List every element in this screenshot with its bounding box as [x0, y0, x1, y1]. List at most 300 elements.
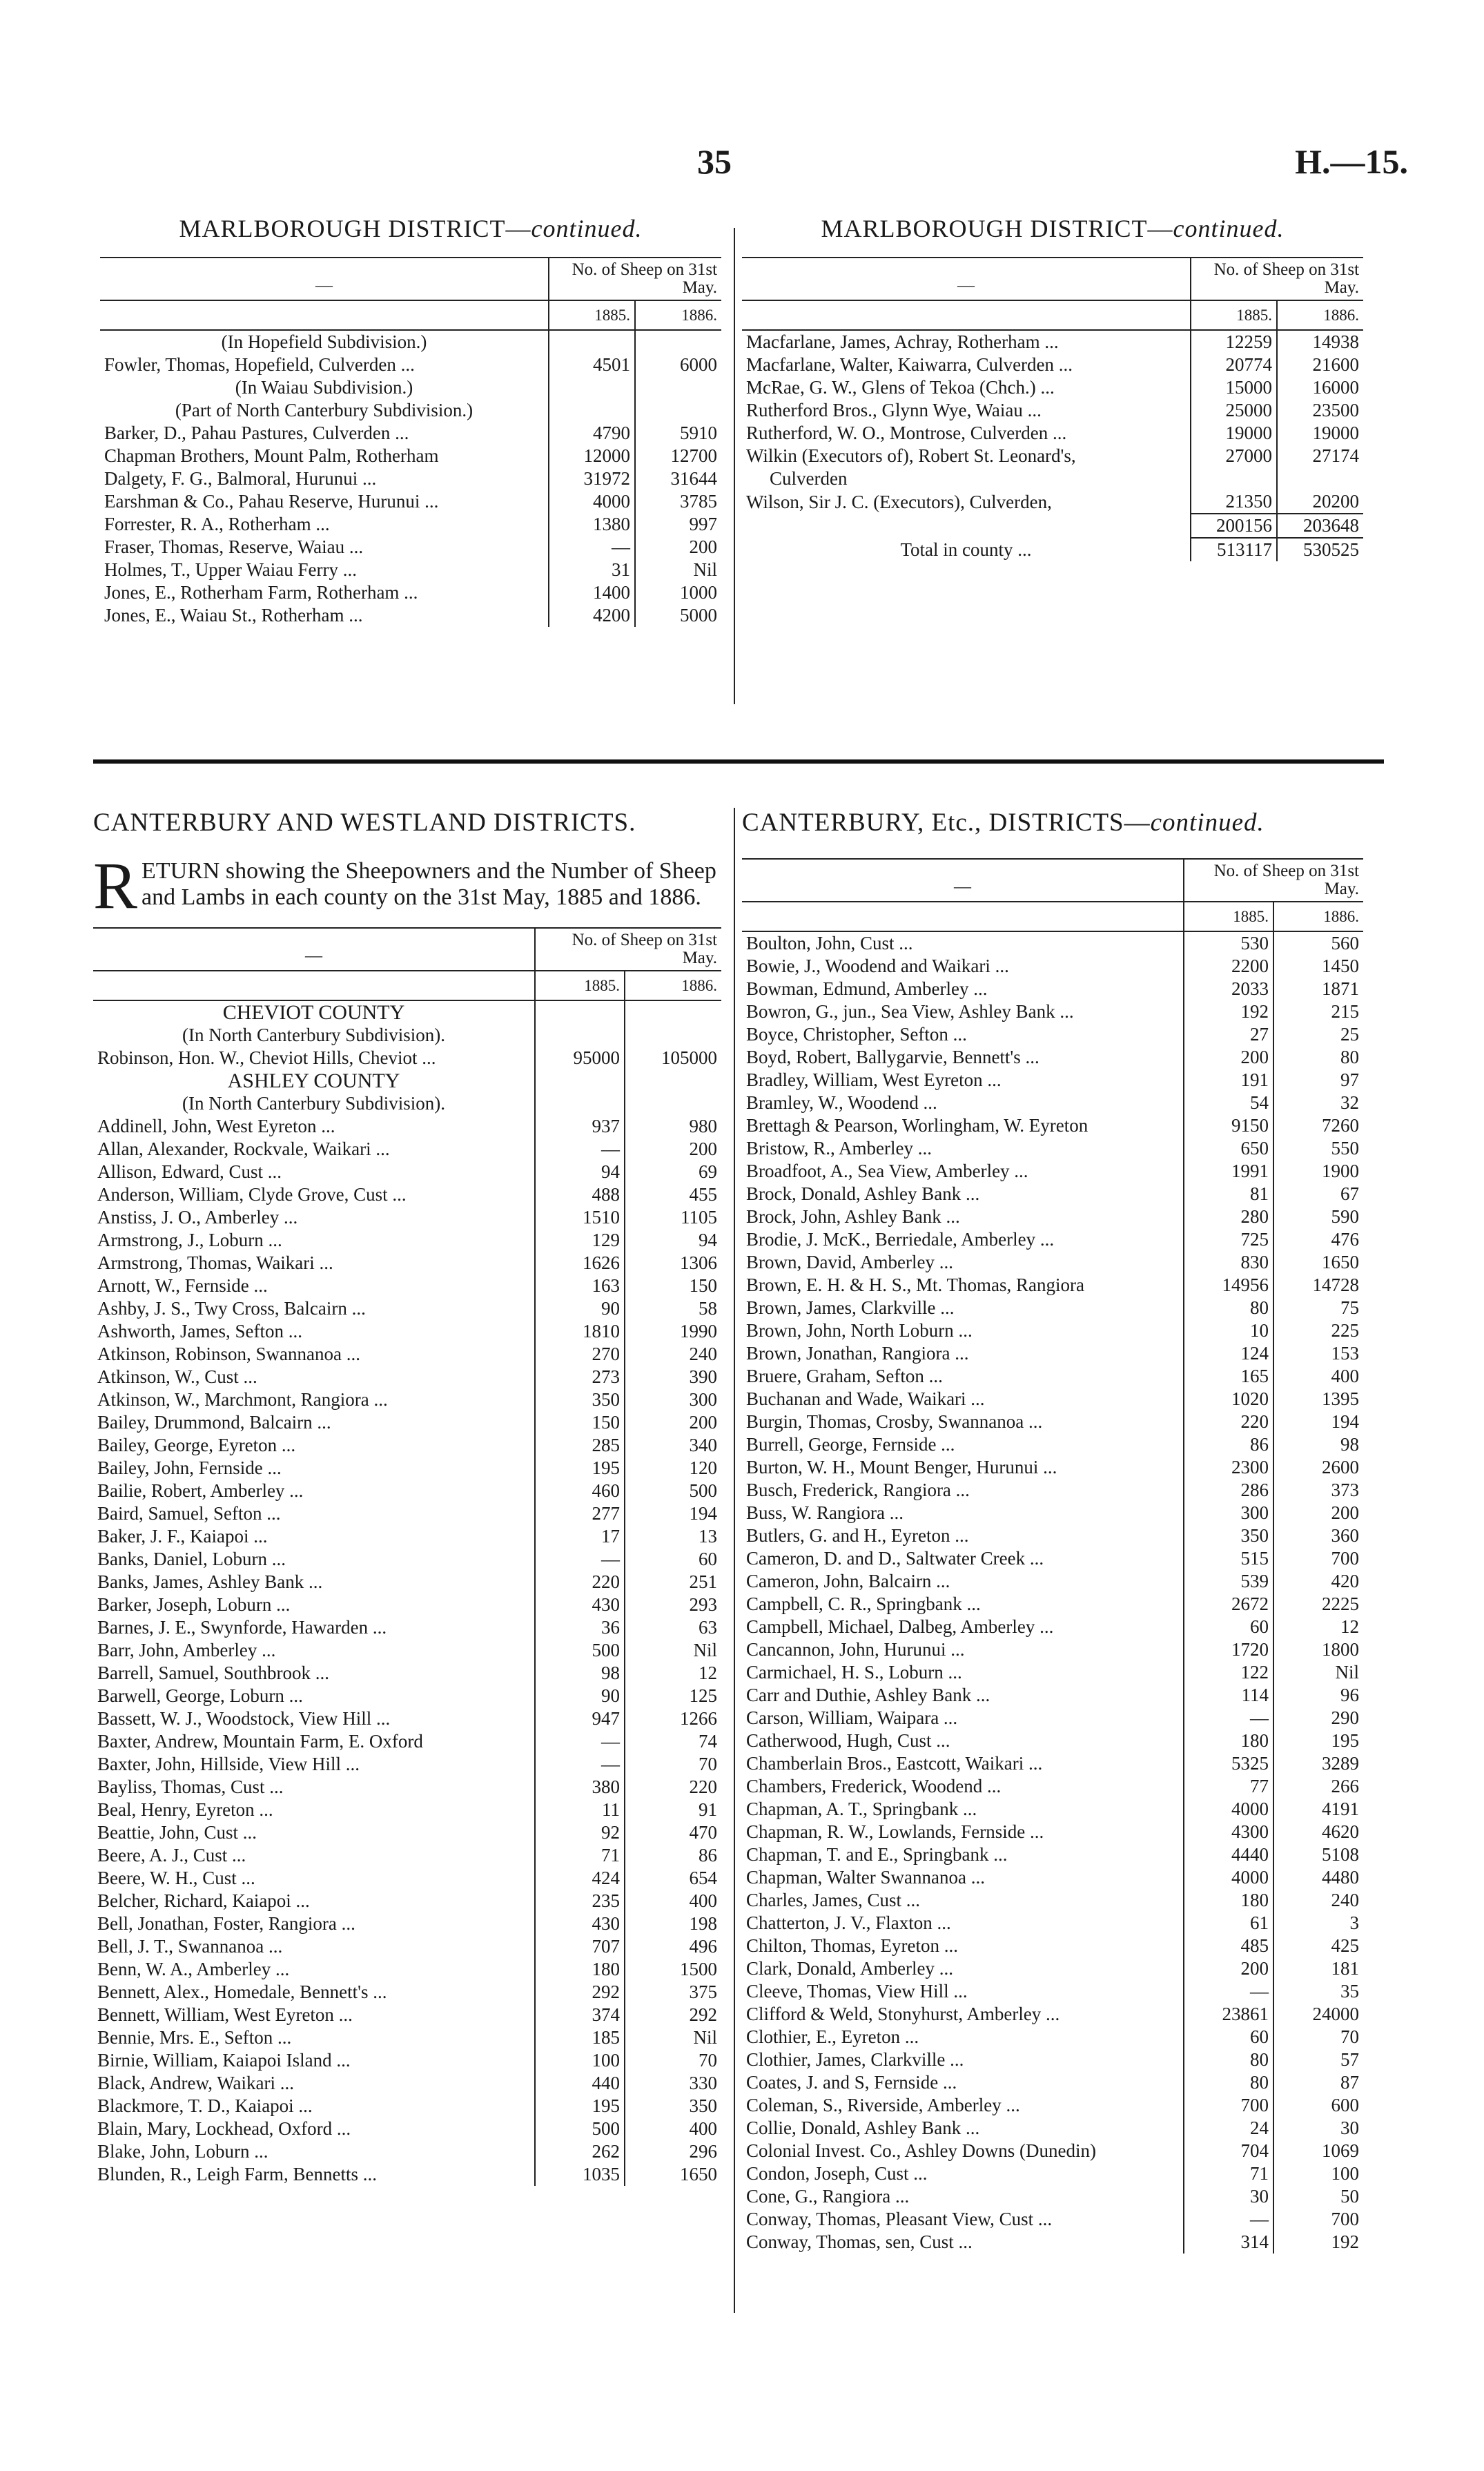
sheep-1885: 2300 [1184, 1456, 1273, 1479]
section-divider [93, 759, 1384, 764]
sheep-1886: 251 [625, 1571, 721, 1593]
owner-name: Beattie, John, Cust ... [97, 1822, 257, 1843]
sheep-1886: 150 [625, 1275, 721, 1297]
sheep-1885: 430 [535, 1912, 625, 1935]
table-row [100, 353, 721, 376]
table-row [93, 1890, 721, 1912]
sheep-1885: 530 [1184, 931, 1273, 955]
sheep-1886: 181 [1273, 1957, 1363, 1980]
year-1885: 1885. [549, 300, 635, 330]
sheep-1885: 195 [535, 2095, 625, 2118]
sheep-1886: 200 [625, 1411, 721, 1434]
table-row [742, 1684, 1363, 1707]
owner-name: Anderson, William, Clyde Grove, Cust ... [97, 1184, 407, 1205]
sheep-1885: 195 [535, 1457, 625, 1480]
sheep-1885: 262 [535, 2140, 625, 2163]
table-row [742, 1729, 1363, 1752]
sheep-1886: 1650 [625, 2163, 721, 2186]
sheep-1885: 60 [1184, 1616, 1273, 1638]
table-row [742, 1388, 1363, 1411]
title-text: MARLBOROUGH DISTRICT— [821, 215, 1173, 242]
sheep-1885: 185 [535, 2026, 625, 2049]
table-row [742, 538, 1363, 561]
table-row [93, 2072, 721, 2095]
table-row [93, 1548, 721, 1571]
sheep-1885: 1510 [535, 1206, 625, 1229]
sheep-1885 [535, 1000, 625, 1024]
sheep-1886: 700 [1273, 2208, 1363, 2231]
sheep-1886: 70 [1273, 2026, 1363, 2048]
sheep-1885: 277 [535, 1502, 625, 1525]
owner-name: Anstiss, J. O., Amberley ... [97, 1207, 298, 1228]
owner-name: CHEVIOT COUNTY [222, 1001, 405, 1024]
owner-name: Chamberlain Bros., Eastcott, Waikari ... [746, 1753, 1043, 1774]
county-heading-row [93, 1069, 721, 1092]
table-row [742, 376, 1363, 399]
owner-name: Carr and Duthie, Ashley Bank ... [746, 1685, 990, 1705]
sheep-1885 [535, 1024, 625, 1047]
owner-name: Barnes, J. E., Swynforde, Hawarden ... [97, 1617, 387, 1638]
owner-name: Cleeve, Thomas, View Hill ... [746, 1981, 968, 2002]
sheep-1886: 96 [1273, 1684, 1363, 1707]
sheep-1885: 4790 [549, 422, 635, 445]
sheep-1886: 476 [1273, 1228, 1363, 1251]
sheep-1885: 500 [535, 2118, 625, 2140]
sheep-1885: — [535, 1753, 625, 1776]
owner-name: Brown, E. H. & H. S., Mt. Thomas, Rangiora [746, 1275, 1084, 1295]
sheep-1885 [549, 330, 635, 353]
year-header-row [742, 300, 1363, 330]
title-text: MARLBOROUGH DISTRICT— [179, 215, 531, 242]
sheep-1885: 539 [1184, 1570, 1273, 1593]
marlborough-left [100, 214, 721, 627]
blank-cell [93, 971, 535, 1000]
owner-name: Charles, James, Cust ... [746, 1890, 920, 1910]
sheep-1885: 92 [535, 1821, 625, 1844]
sheep-1885: 31 [549, 559, 635, 581]
sheep-1886: 195 [1273, 1729, 1363, 1752]
sheep-1885: 4000 [1184, 1798, 1273, 1821]
owner-name: Clothier, James, Clarkville ... [746, 2049, 964, 2070]
table-row [742, 445, 1363, 467]
table-row [742, 931, 1363, 955]
table-row [93, 1616, 721, 1639]
owner-name: Bowie, J., Woodend and Waikari ... [746, 956, 1009, 976]
sheep-1886: 1069 [1273, 2140, 1363, 2162]
table-row [93, 1776, 721, 1799]
sheep-1885: — [535, 1138, 625, 1161]
section-title [742, 214, 1363, 243]
table-row [742, 1069, 1363, 1092]
table-row [742, 2026, 1363, 2048]
owner-name: Fraser, Thomas, Reserve, Waiau ... [104, 536, 364, 557]
owner-name: (In North Canterbury Subdivision). [182, 1093, 445, 1114]
sheep-1885 [1191, 467, 1277, 490]
year-1885: 1885. [1184, 902, 1273, 931]
sheep-1886: 5000 [635, 604, 721, 627]
sheep-1886: Nil [1273, 1661, 1363, 1684]
owner-name: Baxter, John, Hillside, View Hill ... [97, 1754, 360, 1774]
sheep-1886: 100 [1273, 2162, 1363, 2185]
sheep-1886: 1800 [1273, 1638, 1363, 1661]
table-row [742, 978, 1363, 1000]
sheep-1885: 94 [535, 1161, 625, 1183]
table-row [93, 1799, 721, 1821]
table-row [742, 1593, 1363, 1616]
sheep-1886: 16000 [1277, 376, 1363, 399]
section-title [742, 808, 1363, 837]
column-header-row [742, 258, 1363, 300]
owner-name: Jones, E., Waiau St., Rotherham ... [104, 605, 363, 626]
sheep-1885: 25000 [1191, 399, 1277, 422]
sheep-1886: 375 [625, 1981, 721, 2004]
owner-name: Atkinson, W., Cust ... [97, 1366, 257, 1387]
year-1886: 1886. [1273, 902, 1363, 931]
sheep-1886: 192 [1273, 2231, 1363, 2254]
column-divider-top [734, 228, 735, 704]
sheep-1886 [625, 1092, 721, 1115]
owner-name: Barr, John, Amberley ... [97, 1640, 276, 1660]
table-row [93, 1502, 721, 1525]
table-row [742, 1980, 1363, 2003]
canterbury-right [742, 808, 1363, 2254]
sheep-1886: 600 [1273, 2094, 1363, 2117]
owner-name: Buchanan and Wade, Waikari ... [746, 1388, 985, 1409]
year-1885: 1885. [535, 971, 625, 1000]
table-row [742, 955, 1363, 978]
sheep-1886: 23500 [1277, 399, 1363, 422]
sheep-1886 [1277, 467, 1363, 490]
sheep-1885: 1400 [549, 581, 635, 604]
sheep-1886: 70 [625, 1753, 721, 1776]
sheep-1885: 488 [535, 1183, 625, 1206]
sheep-1886 [635, 330, 721, 353]
owner-name: Bell, J. T., Swannanoa ... [97, 1936, 283, 1957]
table-row [93, 1867, 721, 1890]
sheep-1886: 57 [1273, 2048, 1363, 2071]
table-row [742, 1342, 1363, 1365]
sheep-1885 [535, 1069, 625, 1092]
sheep-1886: 400 [1273, 1365, 1363, 1388]
table-row [742, 2208, 1363, 2231]
sheep-1885: 9150 [1184, 1114, 1273, 1137]
sheep-1886: 125 [625, 1685, 721, 1707]
sheep-1885: 700 [1184, 2094, 1273, 2117]
table-row [93, 2095, 721, 2118]
section-title: CANTERBURY AND WESTLAND DISTRICTS. [93, 808, 636, 837]
owner-name: Chapman, A. T., Springbank ... [746, 1799, 977, 1819]
owner-name: Colonial Invest. Co., Ashley Downs (Dunedin) [746, 2140, 1096, 2161]
sheep-1886: 293 [625, 1593, 721, 1616]
owner-name: ASHLEY COUNTY [227, 1069, 400, 1092]
owner-name: Banks, Daniel, Loburn ... [97, 1549, 286, 1569]
year-1886: 1886. [635, 300, 721, 330]
owner-name: Bailey, John, Fernside ... [97, 1457, 282, 1478]
sheep-1885: 191 [1184, 1069, 1273, 1092]
title-italic: continued. [1173, 215, 1285, 242]
sheep-1885: 1626 [535, 1252, 625, 1275]
sheep-1885: — [1184, 2208, 1273, 2231]
sheep-1885: 4200 [549, 604, 635, 627]
year-header-row [93, 971, 721, 1000]
sheep-1886: 1500 [625, 1958, 721, 1981]
table-row [742, 2003, 1363, 2026]
sheep-1886: 225 [1273, 1319, 1363, 1342]
table-row [93, 1821, 721, 1844]
sheep-1885: 180 [1184, 1729, 1273, 1752]
table-row [93, 1024, 721, 1047]
sheep-1885: — [1184, 1707, 1273, 1729]
year-1885: 1885. [1191, 300, 1277, 330]
sheep-1885: 4300 [1184, 1821, 1273, 1843]
owner-name: Barker, Joseph, Loburn ... [97, 1594, 291, 1615]
sheep-1886 [625, 1024, 721, 1047]
sheep-1885: 650 [1184, 1137, 1273, 1160]
sheep-1886: 32 [1273, 1092, 1363, 1114]
marlborough-right [742, 214, 1363, 561]
sheep-1885: 280 [1184, 1205, 1273, 1228]
sheep-1886: 13 [625, 1525, 721, 1548]
sheep-1885: 300 [1184, 1502, 1273, 1524]
sheep-1886: Nil [625, 1639, 721, 1662]
sheep-1886: 21600 [1277, 353, 1363, 376]
owner-name: Burgin, Thomas, Crosby, Swannanoa ... [746, 1411, 1043, 1432]
owner-name: Chapman, T. and E., Springbank ... [746, 1844, 1008, 1865]
table-row [93, 1707, 721, 1730]
sheep-1886: 74 [625, 1730, 721, 1753]
owner-name: Brown, John, North Loburn ... [746, 1320, 973, 1341]
sheep-1886: 425 [1273, 1935, 1363, 1957]
table-row [742, 1160, 1363, 1183]
sheep-1885: 947 [535, 1707, 625, 1730]
sheep-1885: 235 [535, 1890, 625, 1912]
year-header-row [742, 902, 1363, 931]
sheep-1885: 200156 [1191, 514, 1277, 538]
table-row [93, 1981, 721, 2004]
owner-name: Dalgety, F. G., Balmoral, Hurunui ... [104, 468, 377, 489]
table-row [93, 1092, 721, 1115]
sheep-count-header: No. of Sheep on 31st May. [549, 258, 721, 300]
table-row [742, 1957, 1363, 1980]
sheep-1885: 460 [535, 1480, 625, 1502]
table-row [742, 2048, 1363, 2071]
table-row [742, 1456, 1363, 1479]
table-row [742, 1547, 1363, 1570]
owner-name: Baker, J. F., Kaiapoi ... [97, 1526, 268, 1547]
sheep-1885: 515 [1184, 1547, 1273, 1570]
owner-name: Chilton, Thomas, Eyreton ... [746, 1935, 958, 1956]
sheep-1885: 122 [1184, 1661, 1273, 1684]
owner-name: Bowman, Edmund, Amberley ... [746, 978, 988, 999]
sheep-1885: 2200 [1184, 955, 1273, 978]
sheep-table [100, 257, 721, 627]
table-row [742, 1638, 1363, 1661]
sheep-1885: 374 [535, 2004, 625, 2026]
table-row [93, 1480, 721, 1502]
sheep-1886: 105000 [625, 1047, 721, 1069]
sheep-1886: 4620 [1273, 1821, 1363, 1843]
table-row [93, 1639, 721, 1662]
table-row [100, 399, 721, 422]
table-row [93, 1434, 721, 1457]
table-row [93, 1161, 721, 1183]
owner-name: Chambers, Frederick, Woodend ... [746, 1776, 1002, 1796]
table-row [100, 604, 721, 627]
sheep-1886: 220 [625, 1776, 721, 1799]
table-row [93, 1275, 721, 1297]
table-row [742, 2117, 1363, 2140]
table-row [742, 1889, 1363, 1912]
sheep-count-header: No. of Sheep on 31st May. [1184, 859, 1363, 902]
sheep-1886: 63 [625, 1616, 721, 1639]
sheep-1886: 200 [1273, 1502, 1363, 1524]
owner-name: Bayliss, Thomas, Cust ... [97, 1776, 284, 1797]
table-row [93, 1685, 721, 1707]
sheep-1885: 5325 [1184, 1752, 1273, 1775]
table-row [742, 1092, 1363, 1114]
table-row [742, 1000, 1363, 1023]
sheep-1885: 937 [535, 1115, 625, 1138]
sheep-1886: 14938 [1277, 330, 1363, 353]
table-row [93, 1206, 721, 1229]
sheep-1886: 30 [1273, 2117, 1363, 2140]
sheep-1885: 350 [1184, 1524, 1273, 1547]
owner-name: Campbell, Michael, Dalbeg, Amberley ... [746, 1616, 1054, 1637]
year-1886: 1886. [1277, 300, 1363, 330]
table-row [93, 1252, 721, 1275]
sheep-1886: 470 [625, 1821, 721, 1844]
owner-name: Armstrong, Thomas, Waikari ... [97, 1252, 333, 1273]
sheep-1885: 1810 [535, 1320, 625, 1343]
sheep-1886: 373 [1273, 1479, 1363, 1502]
sheep-1886: 19000 [1277, 422, 1363, 445]
owner-name: Coleman, S., Riverside, Amberley ... [746, 2095, 1020, 2115]
owner-name: Coates, J. and S, Fernside ... [746, 2072, 957, 2093]
sheep-1885: 95000 [535, 1047, 625, 1069]
sheep-1885: 1035 [535, 2163, 625, 2186]
owner-name: Banks, James, Ashley Bank ... [97, 1571, 323, 1592]
table-row [742, 2231, 1363, 2254]
sheep-1886: 500 [625, 1480, 721, 1502]
table-row [93, 1229, 721, 1252]
table-row [742, 1274, 1363, 1297]
sheep-1885: 61 [1184, 1912, 1273, 1935]
table-row [742, 1843, 1363, 1866]
sheep-1886: 60 [625, 1548, 721, 1571]
sheep-1886: 400 [625, 1890, 721, 1912]
table-row [93, 1912, 721, 1935]
sheep-1886: 1266 [625, 1707, 721, 1730]
owner-name: Chapman Brothers, Mount Palm, Rotherham [104, 445, 439, 466]
sheep-1885 [535, 1092, 625, 1115]
table-row [100, 445, 721, 467]
table-row [93, 1138, 721, 1161]
sheep-1885: 180 [535, 1958, 625, 1981]
table-row [742, 1479, 1363, 1502]
blank-cell [742, 902, 1184, 931]
owner-name: Beere, A. J., Cust ... [97, 1845, 246, 1866]
sheep-1886: Nil [635, 559, 721, 581]
column-header-row [742, 859, 1363, 902]
owner-name: Bennett, Alex., Homedale, Bennett's ... [97, 1981, 387, 2002]
sheep-1885: 19000 [1191, 422, 1277, 445]
table-row [742, 1411, 1363, 1433]
owner-name: Butlers, G. and H., Eyreton ... [746, 1525, 969, 1546]
sheep-1886: 50 [1273, 2185, 1363, 2208]
name-header: — [305, 947, 322, 965]
table-row [742, 2140, 1363, 2162]
owner-name: Ashby, J. S., Twy Cross, Balcairn ... [97, 1298, 366, 1319]
sheep-1885: 220 [535, 1571, 625, 1593]
owner-name: Barwell, George, Loburn ... [97, 1685, 303, 1706]
owner-name: Atkinson, Robinson, Swannanoa ... [97, 1344, 360, 1364]
sheep-1886: 12 [625, 1662, 721, 1685]
county-heading-row [93, 1000, 721, 1024]
table-row [742, 1752, 1363, 1775]
sheep-count-header: No. of Sheep on 31st May. [1191, 258, 1363, 300]
owner-name: Campbell, C. R., Springbank ... [746, 1593, 981, 1614]
sheep-1886: 560 [1273, 931, 1363, 955]
owner-name: Culverden [770, 468, 848, 489]
sheep-1885: 1720 [1184, 1638, 1273, 1661]
owner-name: Brock, John, Ashley Bank ... [746, 1206, 960, 1227]
table-row [93, 1115, 721, 1138]
owner-name [742, 514, 1191, 538]
table-row [93, 1411, 721, 1434]
sheep-1886 [625, 1069, 721, 1092]
owner-name: Belcher, Richard, Kaiapoi ... [97, 1890, 310, 1911]
sheep-1885: 430 [535, 1593, 625, 1616]
table-row [93, 2049, 721, 2072]
sheep-1885: 12259 [1191, 330, 1277, 353]
title-italic: continued. [1150, 808, 1265, 837]
owner-name: Brodie, J. McK., Berriedale, Amberley ... [746, 1229, 1055, 1250]
table-row [742, 1137, 1363, 1160]
table-row [742, 514, 1363, 538]
sheep-1885: 114 [1184, 1684, 1273, 1707]
owner-name: Addinell, John, West Eyreton ... [97, 1116, 335, 1136]
sheep-1886: 27174 [1277, 445, 1363, 467]
sheep-1885: — [549, 536, 635, 559]
sheep-1886: 75 [1273, 1297, 1363, 1319]
sheep-1886: 97 [1273, 1069, 1363, 1092]
sheep-1885: 24 [1184, 2117, 1273, 2140]
sheep-1885: 4000 [1184, 1866, 1273, 1889]
sheep-1885: 31972 [549, 467, 635, 490]
owner-name: Bowron, G., jun., Sea View, Ashley Bank ... [746, 1001, 1074, 1022]
sheep-1886: 980 [625, 1115, 721, 1138]
sheep-1885: 165 [1184, 1365, 1273, 1388]
sheep-1885: 80 [1184, 1297, 1273, 1319]
table-row [100, 467, 721, 490]
sheep-1885: 21350 [1191, 490, 1277, 514]
sheep-1885: 90 [535, 1297, 625, 1320]
owner-name: Blake, John, Loburn ... [97, 2141, 269, 2162]
sheep-1885: 124 [1184, 1342, 1273, 1365]
sheep-1886: 87 [1273, 2071, 1363, 2094]
sheep-1886: 20200 [1277, 490, 1363, 514]
sheep-1886: 550 [1273, 1137, 1363, 1160]
table-row [742, 330, 1363, 353]
table-row [742, 1114, 1363, 1137]
owner-name: Macfarlane, Walter, Kaiwarra, Culverden ... [746, 354, 1073, 375]
owner-name: Macfarlane, James, Achray, Rotherham ... [746, 331, 1059, 352]
sheep-1885: 15000 [1191, 376, 1277, 399]
owner-name: Cancannon, John, Hurunui ... [746, 1639, 965, 1660]
owner-name: Bassett, W. J., Woodstock, View Hill ... [97, 1708, 391, 1729]
owner-name: Baxter, Andrew, Mountain Farm, E. Oxford [97, 1731, 423, 1752]
owner-name: Busch, Frederick, Rangiora ... [746, 1480, 970, 1500]
